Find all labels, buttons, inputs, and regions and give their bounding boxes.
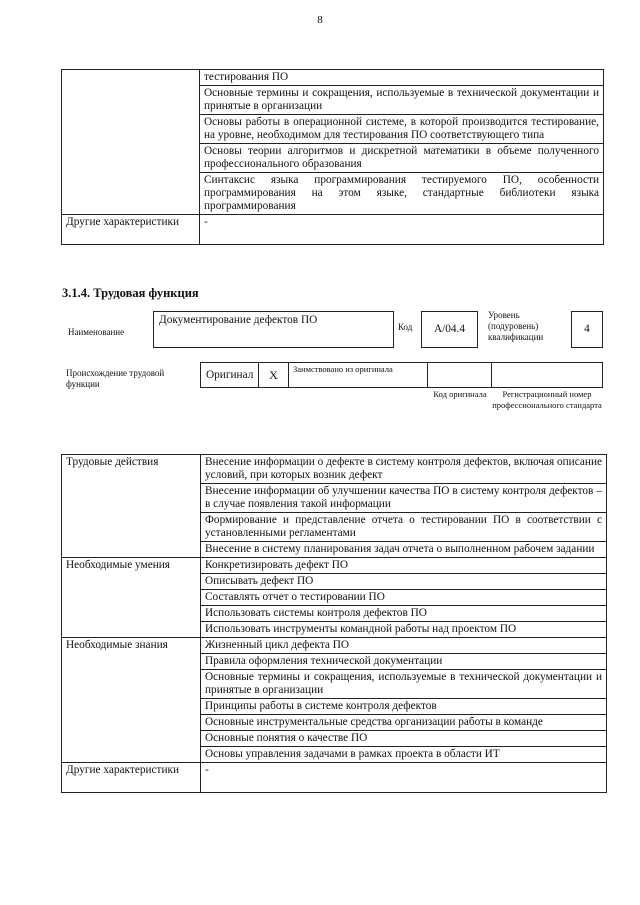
code-value: A/04.4 (433, 323, 466, 335)
table-cell: Описывать дефект ПО (201, 574, 607, 590)
table-cell: Внесение в систему планирования задач отчета о выполненном рабочем задании (201, 542, 607, 558)
main-function-table (61, 454, 607, 793)
table-cell: Синтаксис языка программирования тестируемого ПО, особенности программирования на этом языке, стандартные библиотеки языка программирования (200, 173, 604, 215)
origin-table (200, 362, 603, 388)
original-code-cell (428, 363, 492, 388)
table-cell: Основы управления задачами в рамках проекта в области ИТ (201, 747, 607, 763)
name-label: Наименование (68, 327, 125, 337)
registration-number-cell (492, 363, 603, 388)
function-name-value: Документирование дефектов ПО (159, 314, 318, 326)
table-cell: Использовать системы контроля дефектов ПО (201, 606, 607, 622)
table-cell: - (201, 763, 607, 793)
table-cell: Основы теории алгоритмов и дискретной математики в объеме полученного профессионального образования (200, 144, 604, 173)
table-cell: Формирование и представление отчета о тестировании ПО в соответствии с установленными регламентами (201, 513, 607, 542)
table-cell: Принципы работы в системе контроля дефектов (201, 699, 607, 715)
table-cell: Основные термины и сокращения, используемые в технической документации и принятые в организации (200, 86, 604, 115)
level-value: 4 (584, 323, 590, 335)
table-cell: тестирования ПО (200, 70, 604, 86)
origin-label: Происхождение трудовой функции (66, 368, 165, 389)
table-cell: Использовать инструменты командной работы над проектом ПО (201, 622, 607, 638)
borrowed-label: Заимствовано из оригинала (289, 363, 428, 388)
original-mark: X (259, 363, 289, 388)
page-number: 8 (317, 14, 323, 26)
row-label: Другие характеристики (62, 763, 201, 793)
original-label: Оригинал (201, 363, 259, 388)
continued-label-cell (62, 70, 200, 215)
table-cell: Основные термины и сокращения, используемые в технической документации и принятые в организации (201, 670, 607, 699)
table-cell: Составлять отчет о тестировании ПО (201, 590, 607, 606)
other-characteristics-value: - (200, 215, 604, 245)
row-label: Трудовые действия (62, 455, 201, 558)
other-characteristics-label: Другие характеристики (62, 215, 200, 245)
table-cell: Основные понятия о качестве ПО (201, 731, 607, 747)
table-cell: Жизненный цикл дефекта ПО (201, 638, 607, 654)
table-cell: Основные инструментальные средства организации работы в команде (201, 715, 607, 731)
original-code-caption: Код оригинала (433, 389, 487, 399)
code-label: Код (398, 322, 413, 332)
function-name-box (153, 311, 394, 348)
table-cell: Внесение информации о дефекте в систему контроля дефектов, включая описание условий, при которых возник дефект (201, 455, 607, 484)
level-label: Уровень (подуровень) квалификации (488, 310, 544, 342)
table-cell: Внесение информации об улучшении качества ПО в систему контроля дефектов – в случае появления такой информации (201, 484, 607, 513)
table-cell: Основы работы в операционной системе, в которой производится тестирование, на уровне, необходимом для тестирования ПО соответствующего типа (200, 115, 604, 144)
row-label: Необходимые знания (62, 638, 201, 763)
row-label: Необходимые умения (62, 558, 201, 638)
table-cell: Правила оформления технической документации (201, 654, 607, 670)
section-title: 3.1.4. Трудовая функция (62, 286, 199, 300)
registration-number-caption: Регистрационный номер профессионального стандарта (492, 389, 602, 410)
code-box (421, 311, 478, 348)
continued-knowledge-table (61, 69, 604, 245)
table-cell: Конкретизировать дефект ПО (201, 558, 607, 574)
level-box (571, 311, 603, 348)
